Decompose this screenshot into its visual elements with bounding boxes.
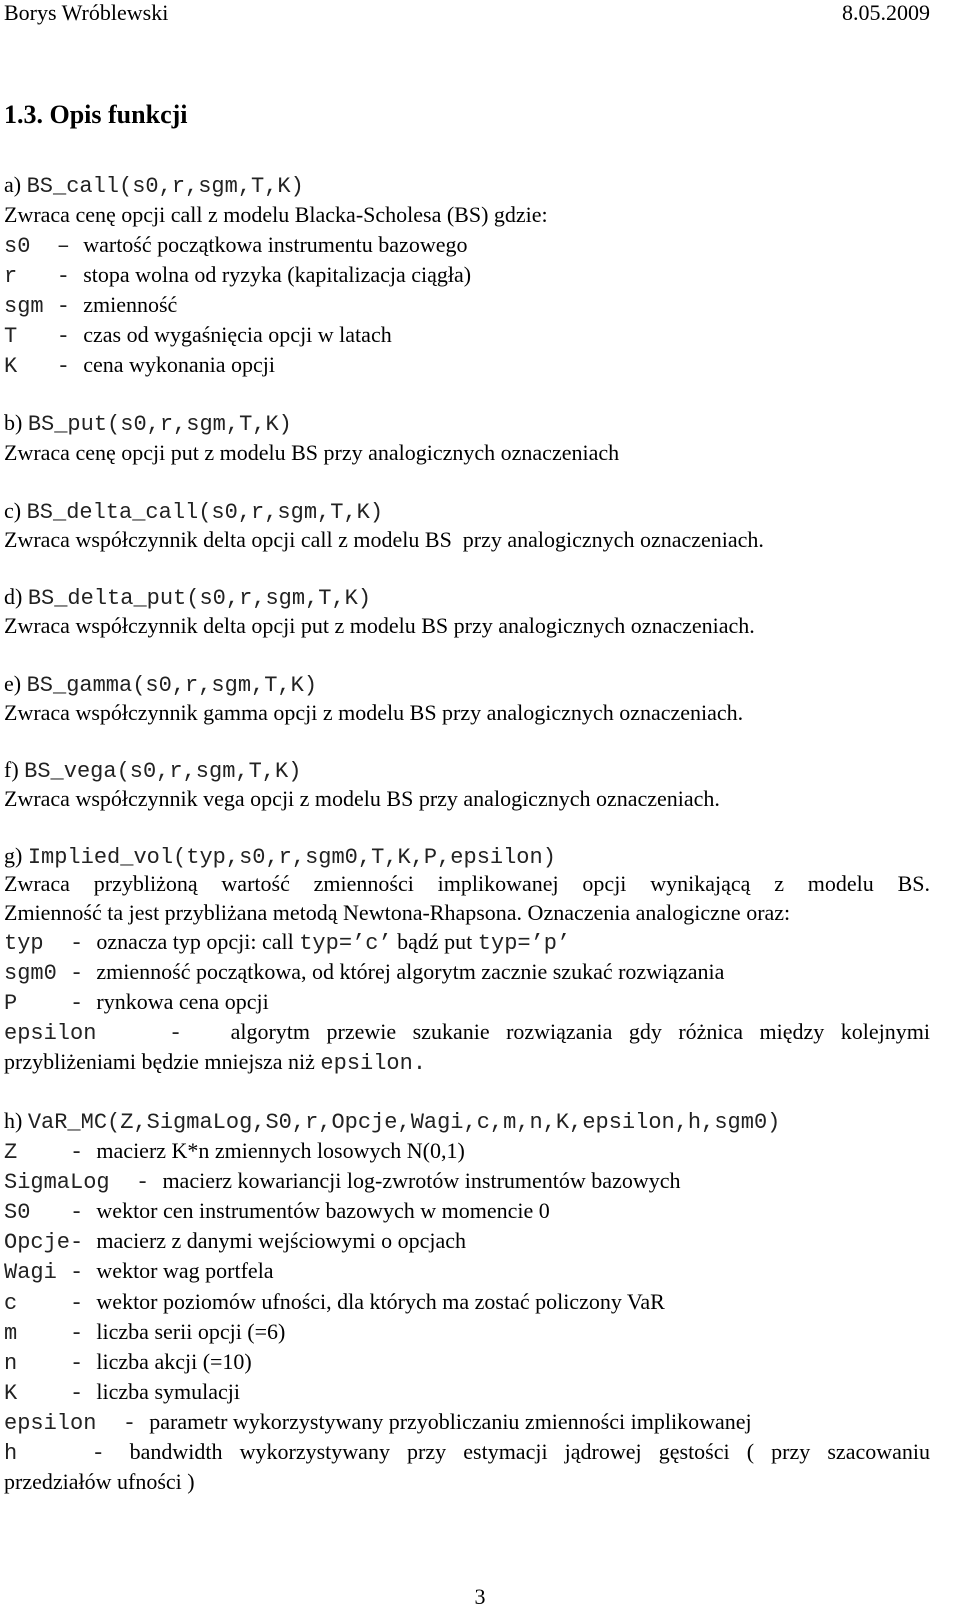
- function-g-description-line2: Zmienność ta jest przybliżana metodą Newtona-Rhapsona. Oznaczenia analogiczne oraz:: [4, 900, 791, 925]
- header-author: Borys Wróblewski: [4, 0, 169, 25]
- param-row: epsilon - parametr wykorzystywany przyobliczaniu zmienności implikowanej: [4, 1409, 752, 1436]
- function-h-signature: h) VaR_MC(Z,SigmaLog,S0,r,Opcje,Wagi,c,m,n,K,epsilon,h,sgm0): [4, 1108, 781, 1135]
- param-row: c - wektor poziomów ufności, dla których ma zostać policzony VaR: [4, 1289, 665, 1316]
- param-row: typ - oznacza typ opcji: call typ=’c’ bądź put typ=’p’: [4, 929, 571, 956]
- param-row: s0 – wartość początkowa instrumentu bazowego: [4, 232, 468, 259]
- header-date: 8.05.2009: [842, 0, 930, 25]
- param-row-continuation: przybliżeniami będzie mniejsza niż epsilon.: [4, 1049, 427, 1076]
- function-d-signature: d) BS_delta_put(s0,r,sgm,T,K): [4, 584, 372, 611]
- param-row: Wagi - wektor wag portfela: [4, 1258, 274, 1285]
- param-row: T - czas od wygaśnięcia opcji w latach: [4, 322, 392, 349]
- function-b-description: Zwraca cenę opcji put z modelu BS przy analogicznych oznaczeniach: [4, 440, 620, 465]
- param-row: K - liczba symulacji: [4, 1379, 240, 1406]
- function-c-signature: c) BS_delta_call(s0,r,sgm,T,K): [4, 498, 384, 525]
- param-row-continuation: przedziałów ufności ): [4, 1469, 195, 1494]
- section-title: 1.3. Opis funkcji: [4, 100, 188, 129]
- param-row: Z - macierz K*n zmiennych losowych N(0,1): [4, 1138, 465, 1165]
- function-d-description: Zwraca współczynnik delta opcji put z modelu BS przy analogicznych oznaczeniach.: [4, 613, 755, 638]
- function-c-description: Zwraca współczynnik delta opcji call z modelu BS przy analogicznych oznaczeniach.: [4, 527, 764, 552]
- function-a-description: Zwraca cenę opcji call z modelu Blacka-Scholesa (BS) gdzie:: [4, 202, 548, 227]
- param-row: Opcje- macierz z danymi wejściowymi o opcjach: [4, 1228, 467, 1255]
- param-row: h - bandwidth wykorzystywany przy estymacji jądrowej gęstości ( przy szacowaniu: [4, 1439, 930, 1466]
- function-e-description: Zwraca współczynnik gamma opcji z modelu BS przy analogicznych oznaczeniach.: [4, 700, 744, 725]
- function-a-signature: a) BS_call(s0,r,sgm,T,K): [4, 172, 304, 199]
- function-f-signature: f) BS_vega(s0,r,sgm,T,K): [4, 757, 302, 784]
- param-row: sgm - zmienność: [4, 292, 178, 319]
- param-row: m - liczba serii opcji (=6): [4, 1319, 286, 1346]
- param-row: P - rynkowa cena opcji: [4, 989, 269, 1016]
- page-number: 3: [474, 1584, 486, 1609]
- param-row: n - liczba akcji (=10): [4, 1349, 252, 1376]
- function-b-signature: b) BS_put(s0,r,sgm,T,K): [4, 410, 292, 437]
- function-g-signature: g) Implied_vol(typ,s0,r,sgm0,T,K,P,epsilon): [4, 843, 556, 870]
- param-row: epsilon - algorytm przewie szukanie rozwiązania gdy różnica między kolejnymi: [4, 1019, 930, 1046]
- param-row: r - stopa wolna od ryzyka (kapitalizacja ciągła): [4, 262, 472, 289]
- param-row: K - cena wykonania opcji: [4, 352, 276, 379]
- function-f-description: Zwraca współczynnik vega opcji z modelu BS przy analogicznych oznaczeniach.: [4, 786, 720, 811]
- param-row: S0 - wektor cen instrumentów bazowych w momencie 0: [4, 1198, 550, 1225]
- function-e-signature: e) BS_gamma(s0,r,sgm,T,K): [4, 671, 318, 698]
- param-row: sgm0 - zmienność początkowa, od której algorytm zacznie szukać rozwiązania: [4, 959, 725, 986]
- param-row: SigmaLog - macierz kowariancji log-zwrotów instrumentów bazowych: [4, 1168, 681, 1195]
- function-g-description-line1: Zwraca przybliżoną wartość zmienności implikowanej opcji wynikającą z modelu BS.: [4, 871, 930, 896]
